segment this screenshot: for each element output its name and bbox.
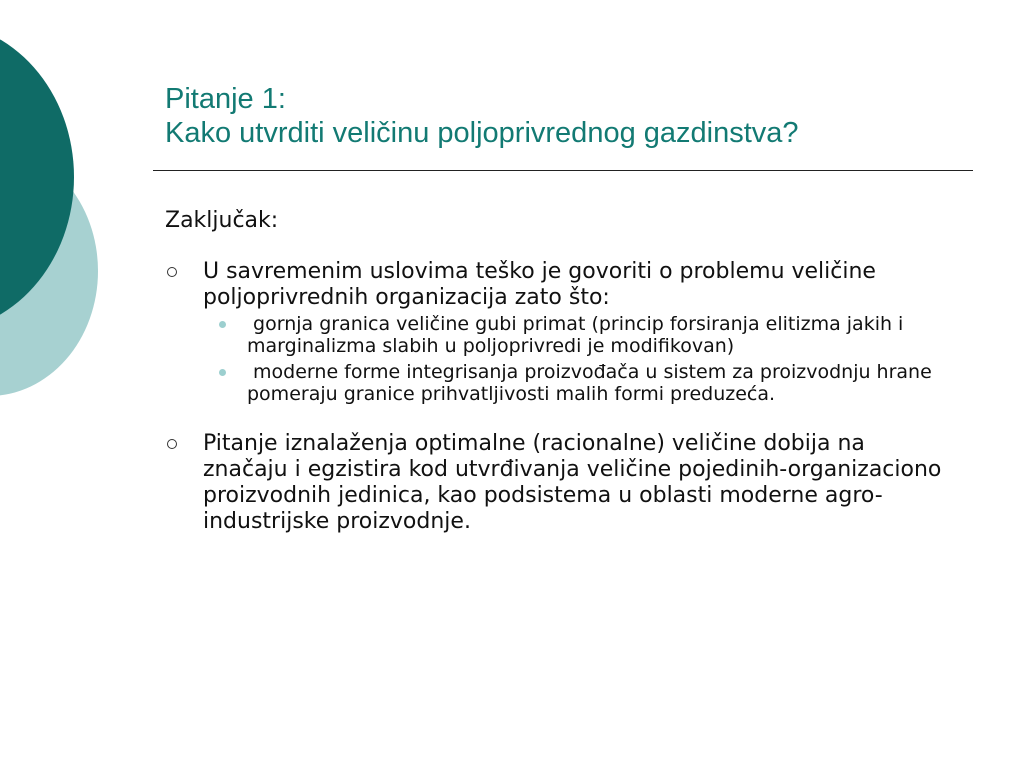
sub-bullet-list [203, 313, 945, 405]
title-line-1: Pitanje 1: [165, 83, 286, 115]
title-line-2: Kako utvrditi veličinu poljoprivrednog gazdinstva? [165, 117, 799, 149]
bullet-item-2 [165, 431, 945, 535]
bullet-item-1 [165, 259, 945, 405]
title-divider [153, 170, 973, 171]
slide-title [165, 82, 985, 150]
filled-dot-bullet-icon [219, 369, 226, 376]
sub-bullet-item-1-text: gornja granica veličine gubi primat (princip forsiranja elitizma jakih i marginalizma slabih u poljoprivredi je modifikovan) [247, 313, 910, 357]
bullet-item-1-text: U savremenim uslovima teško je govoriti o problemu veličine poljoprivrednih organizacija zato što: [203, 259, 876, 310]
bullet-item-2-text: Pitanje iznalaženja optimalne (racionalne) veličine dobija na značaju i egzistira kod utvrđivanja veličine pojedinih-organizaciono proizvodnih jedinica, kao podsistema u oblasti moderne agro-industrijske proizvodnje. [203, 431, 942, 534]
sub-bullet-item-2 [203, 361, 945, 405]
section-heading: Zaključak: [165, 208, 279, 233]
filled-dot-bullet-icon [219, 321, 226, 328]
slide-body [165, 207, 945, 535]
hollow-circle-bullet-icon [167, 439, 177, 449]
sub-bullet-item-2-text: moderne forme integrisanja proizvođača u sistem za proizvodnju hrane pomeraju granice prihvatljivosti malih formi preduzeća. [247, 361, 938, 405]
sub-bullet-item-1 [203, 313, 945, 357]
hollow-circle-bullet-icon [167, 267, 177, 277]
